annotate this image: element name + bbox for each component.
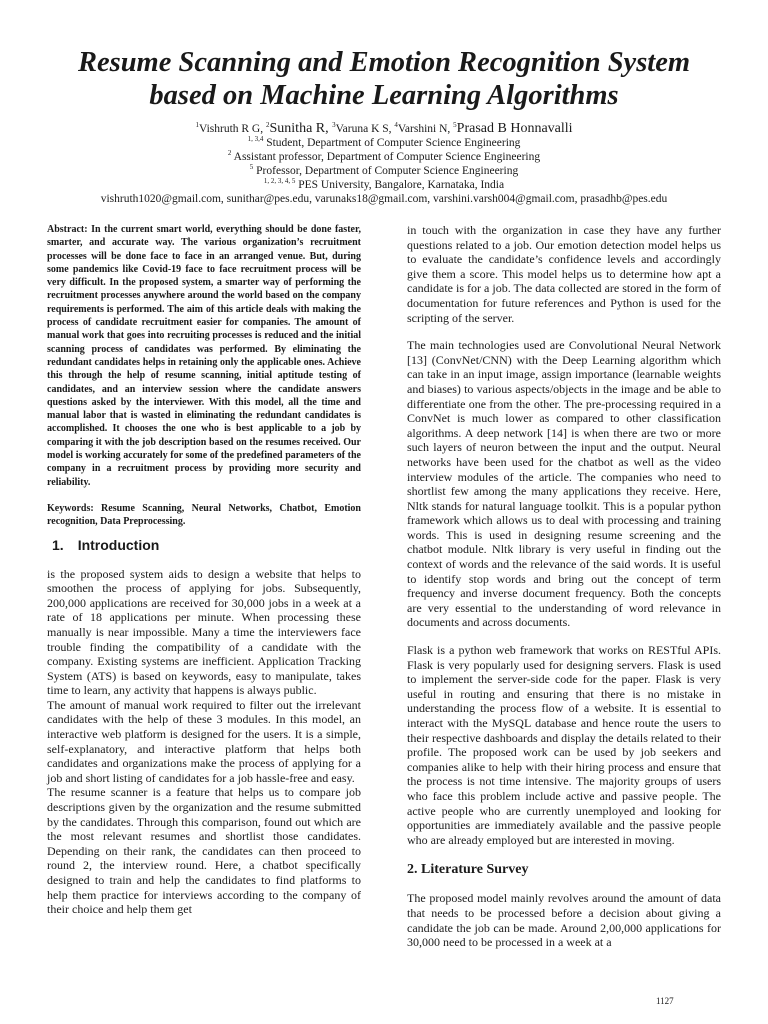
abstract: Abstract: In the current smart world, everything should be done faster, smarter, and accurate way. The various organization’s recruitment processes will be done face to face in an arranged venue. But, during some pandemics like Covid-19 face to face recruitment process will be very difficult. In the proposed system, a smarter way of performing the recruitment processes anywhere around the world based on the company requirements is performed. The aim of this article deals with making the process of candidate recruitment easier for companies. The amount of manual work that goes into recruiting processes is reduced and the initial scanning process of candidates was performed. By eliminating the redundant candidates helps in retaining only the applicable ones. Achieve this through the help of resume scanning, initial aptitude testing of candidates, and an interview session where the candidate answers questions asked by the interviewer. With this model, all the time and manual labor that is wasted in eliminating the redundant candidates is accomplished. It chooses the one who is best applicable to a job by comparing it with the job description based on the resumes received. Our model is working accurately for some of the predefined parameters of the company in a recruitment process by providing more security and reliability.	[47, 224, 361, 488]
section-heading-literature-survey: 2. Literature Survey	[407, 862, 529, 878]
intro-paragraph: is the proposed system aids to design a website that helps to smoothen the process of applying for jobs. Subsequently, 200,000 applications are received for 30,000 jobs in a week at a rate of 18 applications per minute. When processing these manually is near impossible. Many a time the interviewers face trouble finding the compatibility of a candidate with the company. Existing systems are inefficient. Application Tracking System (ATS) is based on keywords, easy to manipulate, takes time to learn, any activity that happens is always public.	[47, 566, 361, 698]
author-superscript: 1	[195, 121, 199, 129]
title-line-1: Resume Scanning and Emotion Recognition System	[77, 47, 691, 78]
body-paragraph: The main technologies used are Convolutional Neural Network [13] (ConvNet/CNN) with the Deep Learning algorithm which can take in an input image, assign importance (learnable weights and biases) to various aspects/objects in the image and be able to differentiate one from the other. The pre-processing required in a ConvNet is much lower as compared to other classification algorithms. A deep network [14] is when there are two or more such layers of neuron between the input and the output. Neural networks have been used for the chatbot as well as the video interview modules of the article. The companies who need to shortlist few among the many applications they receive. Here, Nltk stands for natural language toolkit. This is a popular python framework which allows us to deal with processing and training words. This is used in designing resume screening and the chatbot module. Nltk library is very useful in finding out the context of words and the relevance of the said words. It is useful to identify stop words and bring out the concept of term frequency and inverse document frequency. Both the concepts are very essential to the understanding of word relevance in documents and across documents.	[407, 338, 721, 630]
title-line-2: based on Machine Learning Algorithms	[149, 80, 619, 111]
author-name: Varshini N,	[397, 123, 454, 135]
page-number: 1127	[656, 996, 674, 1006]
body-paragraph: Flask is a python web framework that works on RESTful APIs. Flask is very popularly used for designing servers. Flask is used to implement the server-side code for the paper. Flask is very useful in routing and ensuring that there is no mistake in understanding the process flow of a website. It is essential to interact with the MySQL database and hence route the users to their respective dashboards and display the details related to their profile. The proposed work can be used by job seekers and companies alike to help with their hiring process and ensure that the process is not time intensive. The majority groups of users who face this problem include active and passive people. The active people who are currently unemployed and looking for opportunities are immediately available and the passive people who are already employed but are interested in moving.	[407, 643, 721, 847]
section-number: 1.	[52, 536, 64, 553]
affiliation-superscript: 1, 3,4	[247, 135, 264, 143]
author-emails: vishruth1020@gmail.com, sunithar@pes.edu, varunaks18@gmail.com, varshini.varsh004@gmail.com, prasadhb@pes.edu	[100, 193, 668, 205]
affiliation-line	[20, 136, 748, 150]
author-name: Sunitha R,	[269, 121, 333, 136]
affiliation-text: PES University, Bangalore, Karnataka, India	[295, 179, 505, 191]
left-column	[47, 223, 361, 917]
affiliation-line	[20, 178, 748, 192]
intro-paragraph: The resume scanner is a feature that helps us to compare job descriptions given by the organization and the resume submitted by the candidates. Through this comparison, found out which are the most relevant resumes and shortlist those candidates. Depending on their rank, the candidates can then proceed to round 2, the interview round. Here, a chatbot specifically designed to train and help the candidates to find platforms to help them practice for interviews according to the company of their choice and help them get	[47, 785, 361, 917]
affiliation-line	[20, 150, 748, 164]
keywords: Keywords: Resume Scanning, Neural Networks, Chatbot, Emotion recognition, Data Preprocessing.	[47, 502, 361, 528]
paper-title	[20, 46, 748, 112]
literature-paragraph: The proposed model mainly revolves around the amount of data that needs to be processed before a decision about giving a candidate the job can be made. Around 2,00,000 applications for 30,000 need to be processed in a week at a	[407, 891, 721, 950]
author-superscript: 3	[332, 121, 336, 129]
affiliation-line	[20, 164, 748, 178]
affiliation-text: Assistant professor, Department of Computer Science Engineering	[231, 151, 541, 163]
author-block	[20, 122, 748, 206]
right-column	[407, 223, 721, 950]
intro-paragraph: The amount of manual work required to filter out the irrelevant candidates with the help of these 3 modules. In this model, an interactive web platform is designed for the users. It is a simple, self-explanatory, and interactive platform that helps both candidates and organizations make the process of applying for a job and short listing of candidates for a job hassle-free and easy.	[47, 697, 361, 785]
body-paragraph: in touch with the organization in case they have any further questions related to a job. Our emotion detection model helps us to evaluate the candidate’s confidence levels and accordingly give them a score. This model helps us to determine how apt a candidate is for a job. The data collected are stored in the form of documentation for future references and Python is used for the scripting of the server.	[407, 223, 721, 325]
author-line	[20, 122, 748, 136]
author-superscript: 4	[394, 121, 398, 129]
author-name: Varuna K S,	[335, 123, 395, 135]
affiliation-superscript: 2	[227, 149, 232, 157]
affiliation-superscript: 1, 2, 3, 4, 5	[263, 177, 296, 185]
section-title: Introduction	[77, 536, 160, 553]
author-name: Prasad B Honnavalli	[456, 121, 573, 136]
affiliation-superscript: 5	[249, 163, 254, 171]
affiliation-text: Professor, Department of Computer Science Engineering	[253, 165, 519, 177]
author-superscript: 2	[266, 121, 270, 129]
author-name: Vishruth R G,	[198, 123, 266, 135]
affiliation-text: Student, Department of Computer Science Engineering	[263, 137, 521, 149]
section-heading-introduction	[52, 536, 361, 554]
author-superscript: 5	[453, 121, 457, 129]
